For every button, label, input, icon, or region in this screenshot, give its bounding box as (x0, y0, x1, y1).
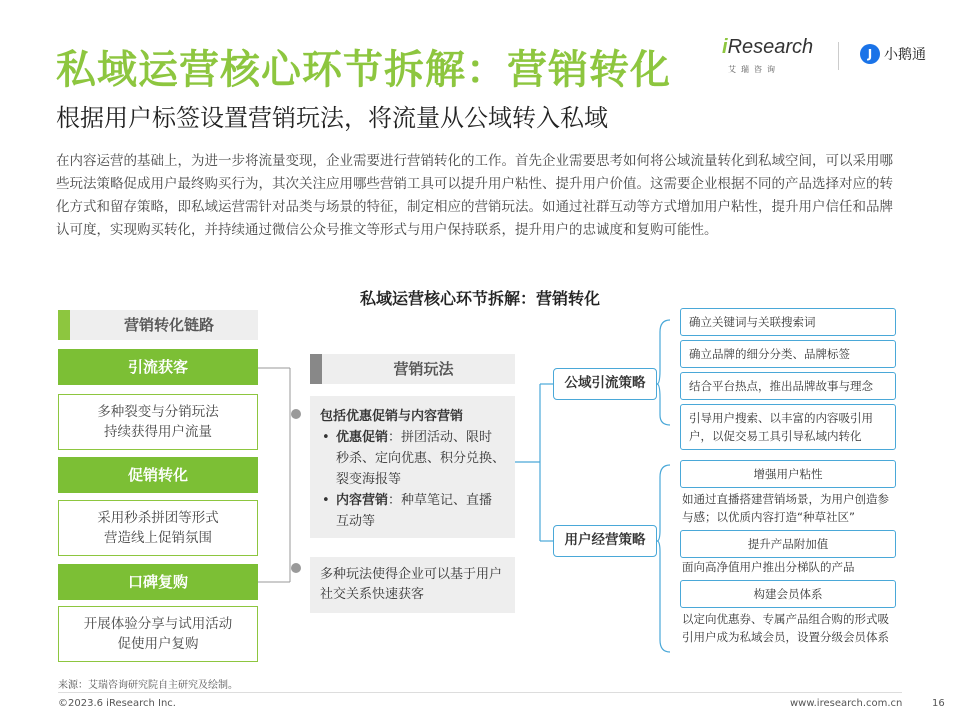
public-item-brand-tags: 确立品牌的细分分类、品牌标签 (680, 340, 896, 368)
stage-repurchase-desc-line1: 开展体验分享与试用活动 (83, 616, 233, 632)
page-subtitle: 根据用户标签设置营销玩法，将流量从公域转入私域 (56, 104, 608, 132)
user-group-stickiness-desc: 如通过直播搭建营销场景，为用户创造参与感；以优质内容打造“种草社区” (682, 492, 889, 524)
connector-dot-2 (291, 563, 301, 573)
play-bullet-promo (320, 427, 505, 490)
play-bullet-promo-text: ：拼团活动、限时秒杀、定向优惠、积分兑换、裂变海报等 (336, 430, 506, 487)
chain-header-label: 营销转化链路 (123, 316, 214, 334)
intro-paragraph: 在内容运营的基础上，为进一步将流量变现，企业需要进行营销转化的工作。首先企业需要思考如何将公域流量转化到私域空间，可以采用哪些玩法策略促成用户最终购买行为，其次关注应用哪些营销工具可以提升用户粘性、提升用户价值。这需要企业根据不同的产品选择对应的转化方式和留存策略，即私域运营需针对品类与场景的特征，制定相应的营销玩法。如通过社群互动等方式增加用户粘性，提升用户信任和品牌认可度，实现购买转化，并持续通过微信公众号推文等形式与用户保持联系，提升用户的忠诚度和复购可能性。 (56, 153, 893, 238)
page-title: 私域运营核心环节拆解：营销转化 (56, 47, 671, 93)
website-link[interactable]: www.iresearch.com.cn (790, 698, 903, 709)
play-bullet-content-label: 内容营销 (336, 493, 389, 508)
play-bullet-content (320, 490, 505, 532)
xiaoetong-logo-text: 小鹅通 (884, 47, 926, 63)
play-header-accent (310, 354, 322, 384)
public-item-brand-story: 结合平台热点，推出品牌故事与理念 (680, 372, 896, 400)
public-item-guide-search: 引导用户搜索、以丰富的内容吸引用户，以促交易工具引导私域内转化 (680, 404, 896, 450)
chain-header (58, 310, 258, 340)
diagram-title: 私域运营核心环节拆解：营销转化 (359, 289, 600, 308)
footer-divider (58, 692, 902, 693)
stage-repurchase-desc-line2: 促使用户复购 (117, 636, 199, 652)
stage-repurchase-desc (58, 606, 258, 662)
play-box-methods-title: 包括优惠促销与内容营销 (320, 409, 464, 424)
strategy-public-traffic: 公域引流策略 (553, 368, 657, 400)
copyright: ©2023.6 iResearch Inc. (58, 698, 176, 709)
stage-conversion-desc-line1: 采用秒杀拼团等形式 (97, 510, 219, 526)
strategy-user-operation: 用户经营策略 (553, 525, 657, 557)
source-note: 来源：艾瑞咨询研究院自主研究及绘制。 (58, 680, 238, 691)
page-number: 16 (932, 698, 945, 709)
stage-conversion: 促销转化 (58, 457, 258, 493)
brace-public (657, 320, 670, 425)
stage-acquisition-desc-line1: 多种裂变与分销玩法 (97, 404, 219, 420)
chain-header-accent (58, 310, 70, 340)
brace-user (657, 465, 670, 652)
stage-acquisition: 引流获客 (58, 349, 258, 385)
play-header (310, 354, 515, 384)
iresearch-logo-text: iResearch (722, 36, 814, 58)
public-item-keywords: 确立关键词与关联搜索词 (680, 308, 896, 336)
connector-dot-1 (291, 409, 301, 419)
play-header-label: 营销玩法 (393, 360, 454, 378)
xiaoetong-logo-icon: J (860, 44, 880, 64)
user-group-value-add-desc: 面向高净值用户推出分梯队的产品 (682, 560, 855, 574)
play-bullet-promo-label: 优惠促销 (336, 430, 389, 445)
stage-repurchase: 口碑复购 (58, 564, 258, 600)
iresearch-logo-cn: 艾瑞咨询 (728, 65, 780, 74)
play-box-social: 多种玩法使得企业可以基于用户社交关系快速获客 (310, 557, 515, 613)
play-bullet-list (320, 427, 505, 532)
stage-conversion-desc (58, 500, 258, 556)
user-group-membership-desc: 以定向优惠券、专属产品组合购的形式吸引用户成为私域会员，设置分级会员体系 (682, 612, 889, 644)
user-group-value-add: 提升产品附加值 (680, 530, 896, 558)
user-group-stickiness: 增强用户粘性 (680, 460, 896, 488)
stage-acquisition-desc-line2: 持续获得用户流量 (104, 424, 212, 440)
user-group-membership: 构建会员体系 (680, 580, 896, 608)
stage-conversion-desc-line2: 营造线上促销氛围 (104, 530, 212, 546)
stage-acquisition-desc (58, 394, 258, 450)
play-bullet-content-text: ：种草笔记、直播互动等 (336, 493, 493, 529)
play-box-methods (310, 396, 515, 538)
